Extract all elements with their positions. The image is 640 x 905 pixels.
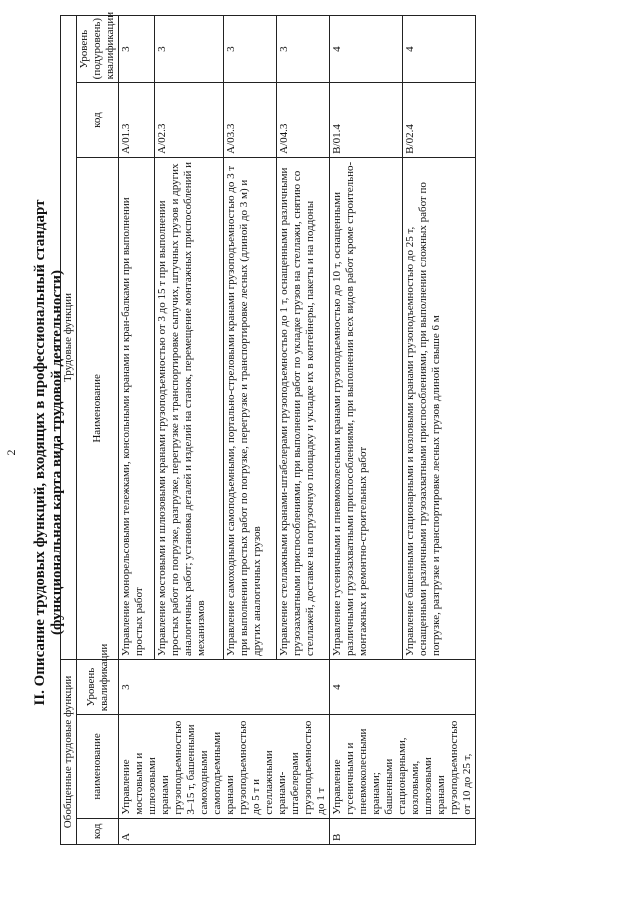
function-code: A/03.3 (224, 83, 277, 157)
table-row (119, 16, 155, 845)
function-code: A/04.3 (277, 83, 330, 157)
header-function-name: Наименование (77, 157, 119, 659)
group-name: Управление мостовыми и шлюзовыми кранами грузоподъемностью 3–15 т, башенными самоходными самоподъемными кранами грузоподъемностью до 5 т и стеллажными кранами-штабелерами грузоподъемностью до 1 т (119, 715, 330, 818)
table-row (330, 16, 403, 845)
function-name: Управление стеллажными кранами-штабелерами грузоподъемностью до 1 т, оснащенными различными грузозахватными приспособлениями, при выполнении работ по укладке грузов на стеллажи, снятию со стеллажей, доставке на погрузочную площадку и укладке их в контейнеры, пакеты и на поддоны (277, 157, 330, 659)
function-level: 4 (330, 16, 403, 83)
group-code: B (330, 818, 476, 844)
function-name: Управление башенными стационарными и козловыми кранами грузоподъемностью до 25 т, оснащенными различными грузозахватными приспособлениями, при выполнении сложных работ по погрузке, разгрузке и транспортировке лесных грузов длиной свыше 6 м (403, 157, 476, 659)
group-name: Управление гусеничными и пневмоколесными кранами; башенными стационарными, козловыми, шлюзовыми кранами грузоподъемностью от 10 до 25 т, (330, 715, 476, 818)
function-code: B/02.4 (403, 83, 476, 157)
function-name: Управление гусеничными и пневмоколесными кранами грузоподъемностью до 10 т, оснащенными различными грузозахватными приспособлениями, при выполнении всех видов работ кроме строительно-монтажных и ремонтно-строительных работ (330, 157, 403, 659)
header-code: код (77, 818, 119, 844)
function-code: A/01.3 (119, 83, 155, 157)
function-name: Управление монорельсовыми тележками, консольными кранами и кран-балками при выполнении простых работ (119, 157, 155, 659)
group-level: 4 (330, 659, 476, 714)
header-function-code: код (77, 83, 119, 157)
function-level: 3 (224, 16, 277, 83)
functional-map-table (60, 11, 476, 845)
header-function-level: Уровень (подуровень) квалификации (77, 16, 119, 83)
title-line-1: II. Описание трудовых функций, входящих в профессиональный стандарт (32, 199, 48, 706)
page-number: 2 (4, 449, 18, 456)
function-level: 4 (403, 16, 476, 83)
function-level: 3 (155, 16, 224, 83)
group-level: 3 (119, 659, 330, 714)
header-level: Уровень квалификации (77, 659, 119, 714)
function-code: B/01.4 (330, 83, 403, 157)
title-line-2: (функциональная карта вида трудовой деятельности) (49, 269, 65, 636)
function-name: Управление мостовыми и шлюзовыми кранами грузоподъемностью от 3 до 15 т при выполнении простых работ по погрузке, разгрузке, перегрузке и транспортировке сыпучих, штучных грузов и других аналогичных работ; установка деталей и изделий на станок, перемещение монтажных приспособлений и механизмов (155, 157, 224, 659)
function-code: A/02.3 (155, 83, 224, 157)
function-name: Управление самоходными самоподъемными, портально-стреловыми кранами грузоподъемностью до 3 т при выполнении простых работ по погрузке, перегрузке и транспортировке лесных (длиной до 3 м) и других аналогичных грузов (224, 157, 277, 659)
header-name: наименование (77, 715, 119, 818)
header-generalized: Обобщенные трудовые функции (61, 659, 77, 844)
header-labor-functions: Трудовые функции (61, 16, 77, 660)
function-level: 3 (119, 16, 155, 83)
group-code: A (119, 818, 330, 844)
function-level: 3 (277, 16, 330, 83)
